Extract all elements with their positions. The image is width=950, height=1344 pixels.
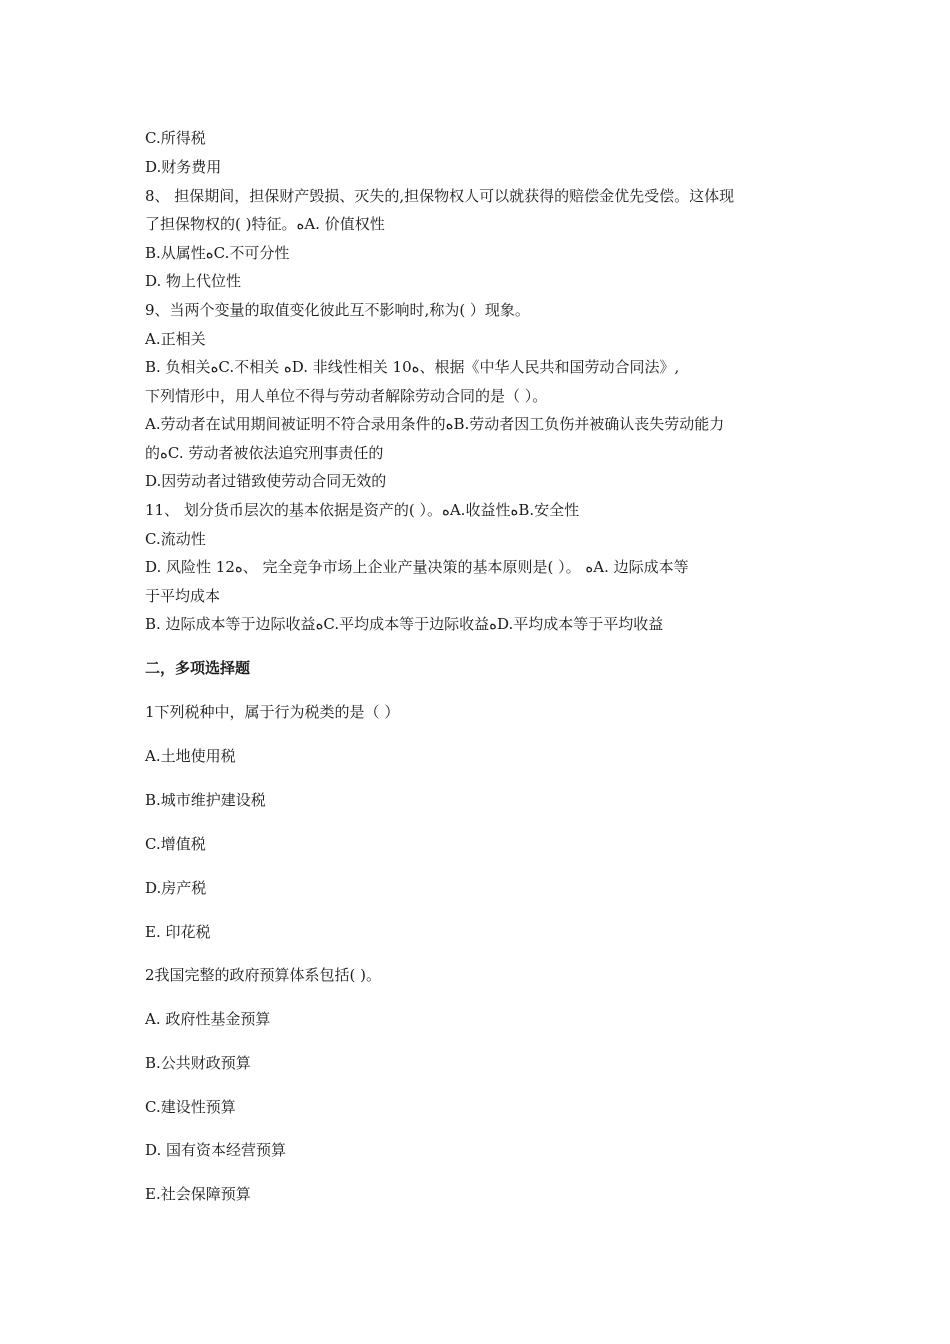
text-line: 于平均成本 xyxy=(145,587,221,605)
text-line: B.从属性ﻩC.不可分性 xyxy=(145,244,290,262)
text-line: A.劳动者在试用期间被证明不符合录用条件的ﻩB.劳动者因工负伤并被确认丧失劳动能力 xyxy=(145,415,725,433)
text-line: D. 风险性 12ﻩ、 完全竞争市场上企业产量决策的基本原则是( ）。 ﻩA. 边际成本等 xyxy=(145,558,689,576)
text-line: 的ﻩC. 劳动者被依法追究刑事责任的 xyxy=(145,444,384,462)
option-line: B.公共财政预算 xyxy=(145,1054,251,1072)
text-line: A.正相关 xyxy=(145,330,206,348)
question-2: 2我国完整的政府预算体系包括( )。 xyxy=(145,966,382,984)
option-line: C.增值税 xyxy=(145,835,206,853)
question-9: 9、当两个变量的取值变化彼此互不影响时,称为( ）现象。 xyxy=(145,301,530,319)
option-line: A. 政府性基金预算 xyxy=(145,1010,271,1028)
question-1: 1下列税种中，属于行为税类的是（ ） xyxy=(145,703,400,721)
text-line: B. 边际成本等于边际收益ﻩC.平均成本等于边际收益ﻩD.平均成本等于平均收益 xyxy=(145,615,664,633)
text-line: B. 负相关ﻩC.不相关 ﻩD. 非线性相关 10ﻩ、根据《中华人民共和国劳动合同法》, xyxy=(145,358,680,376)
text-line: C.所得税 xyxy=(145,129,206,147)
text-line: C.流动性 xyxy=(145,530,206,548)
text-line: D.因劳动者过错致使劳动合同无效的 xyxy=(145,472,387,490)
text-line: D.财务费用 xyxy=(145,158,222,176)
text-line: 了担保物权的( )特征。ﻩA. 价值权性 xyxy=(145,215,385,233)
option-line: A.土地使用税 xyxy=(145,747,236,765)
option-line: E.社会保障预算 xyxy=(145,1185,251,1203)
option-line: B.城市维护建设税 xyxy=(145,791,266,809)
option-line: D.房产税 xyxy=(145,879,207,897)
option-line: E. 印花税 xyxy=(145,923,211,941)
section-title: 二，多项选择题 xyxy=(145,659,251,677)
option-line: C.建设性预算 xyxy=(145,1098,236,1116)
question-11: 11、 划分货币层次的基本依据是资产的( ）。ﻩA.收益性ﻩB.安全性 xyxy=(145,501,580,519)
option-line: D. 国有资本经营预算 xyxy=(145,1141,287,1159)
text-line: 下列情形中，用人单位不得与劳动者解除劳动合同的是（ ）。 xyxy=(145,387,548,405)
text-line: D. 物上代位性 xyxy=(145,272,242,290)
question-8: 8、 担保期间，担保财产毁损、灭失的,担保物权人可以就获得的赔偿金优先受偿。这体现 xyxy=(145,187,735,205)
